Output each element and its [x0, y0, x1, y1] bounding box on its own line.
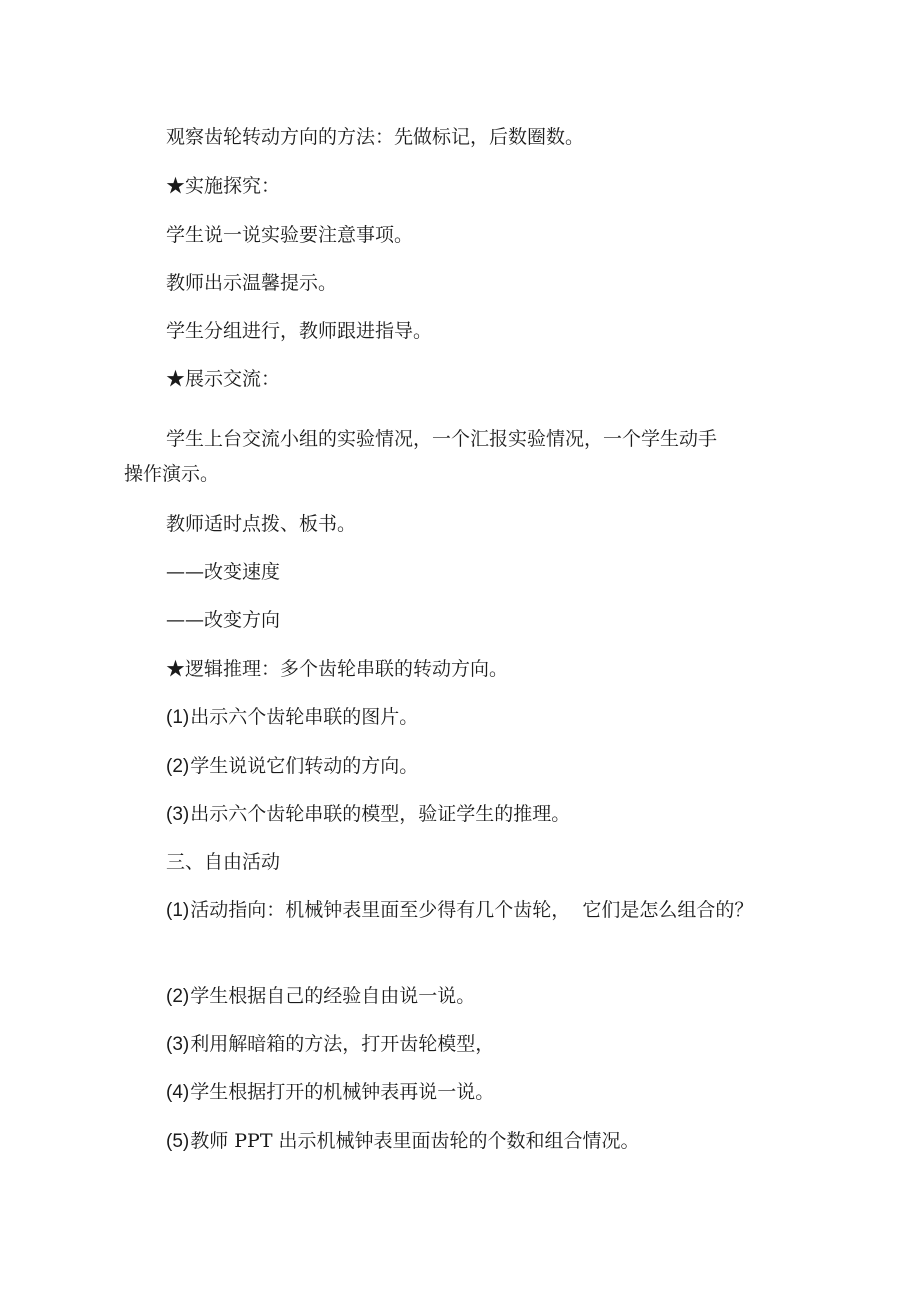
board-item: ——改变方向 — [166, 609, 281, 631]
item-number: (1) — [166, 900, 190, 921]
paragraph-line: 教师适时点拨、板书。 — [166, 513, 357, 535]
item-number: (4) — [166, 1082, 190, 1103]
numbered-item: (3)利用解暗箱的方法，打开齿轮模型， — [166, 1033, 495, 1055]
numbered-item: (3)出示六个齿轮串联的模型，验证学生的推理。 — [166, 803, 571, 825]
board-item: ——改变速度 — [166, 561, 281, 583]
paragraph-line-continuation: 操作演示。 — [124, 463, 220, 485]
item-number: (2) — [166, 756, 190, 777]
numbered-item: (5)教师 PPT 出示机械钟表里面齿轮的个数和组合情况。 — [166, 1130, 640, 1152]
section-heading: ★展示交流： — [166, 368, 281, 390]
numbered-item: (1)活动指向：机械钟表里面至少得有几个齿轮， 它们是怎么组合的？ — [166, 899, 754, 921]
item-number: (3) — [166, 804, 190, 825]
numbered-item: (2)学生说说它们转动的方向。 — [166, 755, 419, 777]
paragraph-line: 学生说一说实验要注意事项。 — [166, 224, 414, 246]
paragraph-line: 教师出示温馨提示。 — [166, 272, 338, 294]
section-heading: ★实施探究： — [166, 175, 281, 197]
section-heading: ★逻辑推理：多个齿轮串联的转动方向。 — [166, 658, 509, 680]
item-number: (2) — [166, 986, 190, 1007]
numbered-item: (1)出示六个齿轮串联的图片。 — [166, 706, 419, 728]
numbered-item: (2)学生根据自己的经验自由说一说。 — [166, 985, 476, 1007]
paragraph-line: 学生分组进行，教师跟进指导。 — [166, 320, 433, 342]
item-number: (5) — [166, 1131, 190, 1152]
paragraph-line: 学生上台交流小组的实验情况，一个汇报实验情况，一个学生动手 — [166, 428, 718, 450]
numbered-item: (4)学生根据打开的机械钟表再说一说。 — [166, 1081, 495, 1103]
paragraph-line: 观察齿轮转动方向的方法：先做标记，后数圈数。 — [166, 126, 585, 148]
item-number: (3) — [166, 1034, 190, 1055]
section-title: 三、自由活动 — [166, 851, 281, 873]
item-number: (1) — [166, 707, 190, 728]
